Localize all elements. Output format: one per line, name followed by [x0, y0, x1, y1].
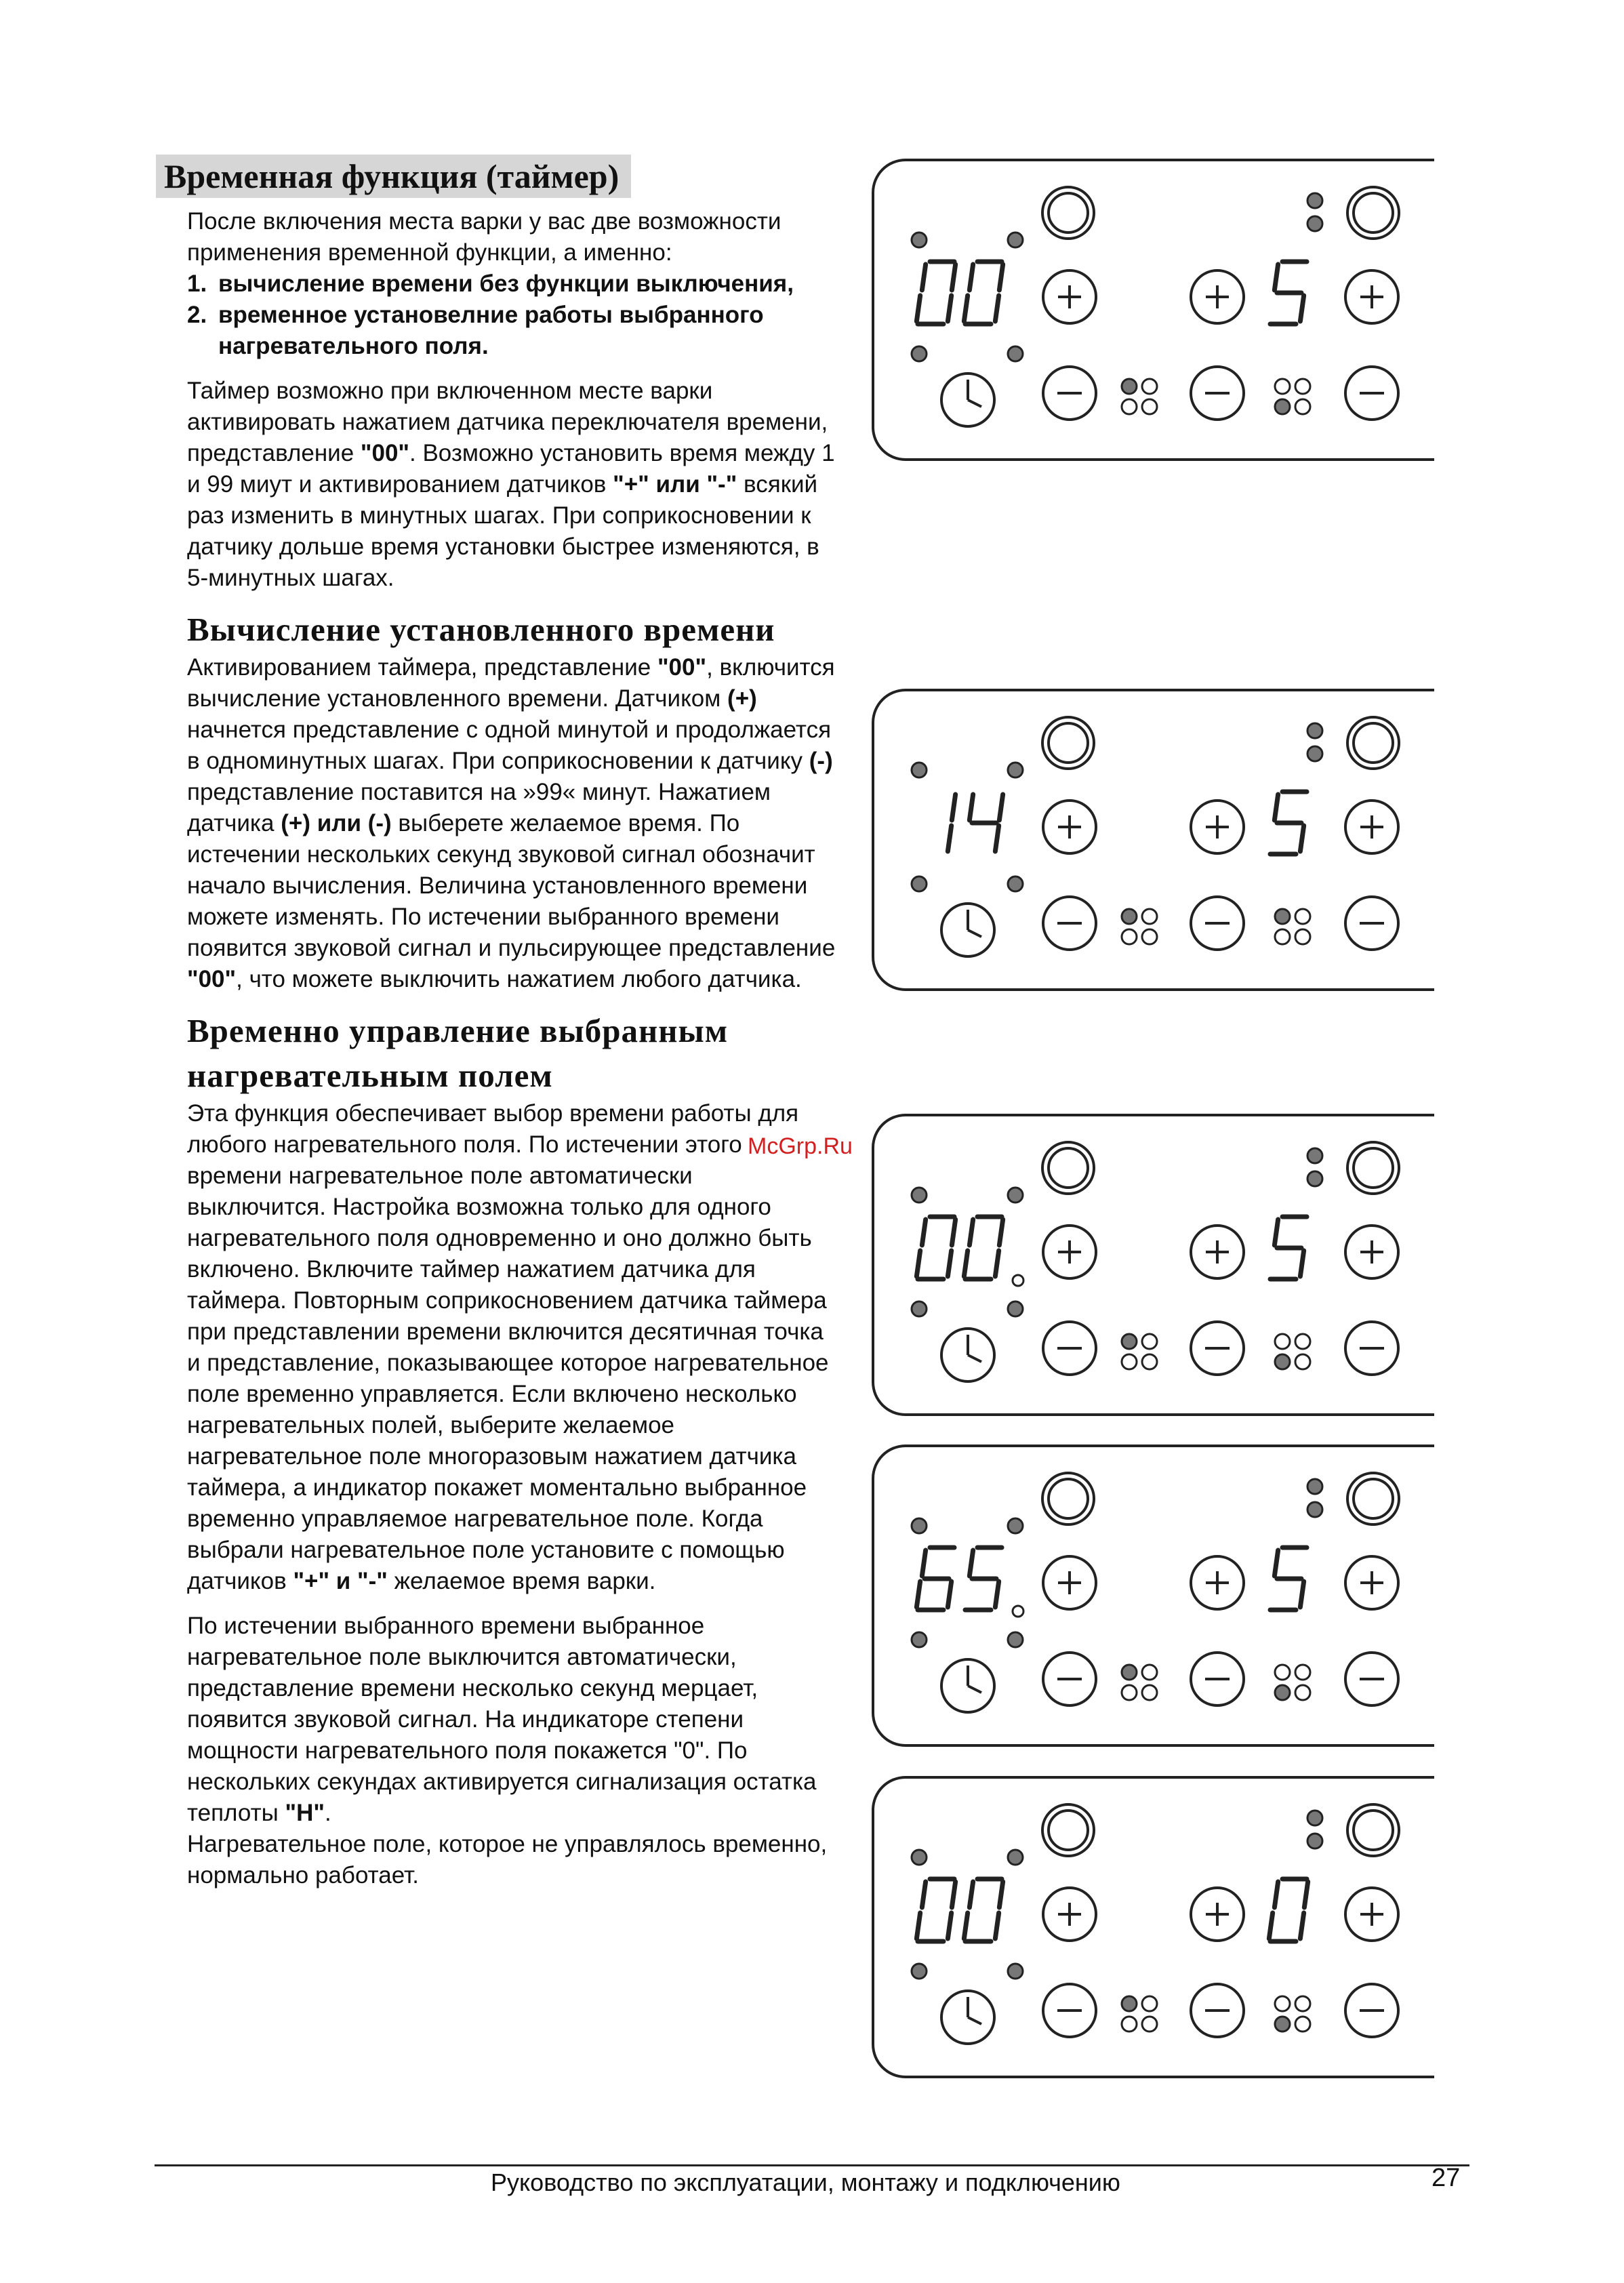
display-segment [948, 1581, 951, 1607]
display-segment [922, 1219, 925, 1245]
display-segment [969, 1882, 973, 1907]
clock-icon[interactable] [941, 373, 994, 426]
zone-map-dot [1275, 1665, 1290, 1680]
timer-led [912, 1850, 927, 1865]
zone-map-dot [1142, 399, 1157, 414]
zone-map-dot [1275, 1354, 1290, 1369]
zone-map-dot [1275, 909, 1290, 924]
display-segment [916, 1913, 920, 1939]
zone-map-dot [1295, 1665, 1310, 1680]
timer-led [1008, 876, 1023, 891]
control-panel [872, 1114, 1434, 1416]
option-item: 1. вычисление времени без функции выключения, [187, 270, 794, 297]
power-plus-button[interactable] [1345, 1556, 1398, 1609]
zone-map-dot [1122, 399, 1137, 414]
timer-led [912, 233, 927, 247]
display-segment [995, 1251, 998, 1276]
power-level-display [1270, 1548, 1307, 1610]
display-segment [1304, 1882, 1307, 1907]
status-dot [1307, 1502, 1322, 1517]
timer-led [912, 763, 927, 777]
control-panel [872, 159, 1434, 461]
timer-led [1008, 1632, 1023, 1647]
display-segment [948, 296, 951, 321]
control-panel [872, 1444, 1434, 1747]
power-plus-button[interactable] [1345, 1226, 1398, 1278]
display-segment [999, 1882, 1002, 1907]
zone-map-dot [1142, 909, 1157, 924]
timer-display [916, 1548, 1023, 1617]
display-segment [995, 826, 998, 851]
display-segment [969, 794, 973, 820]
power-key[interactable] [1347, 187, 1399, 239]
display-segment [916, 1251, 920, 1276]
text-column [156, 155, 834, 1891]
display-segment [995, 296, 998, 321]
other-zone-paragraph: Нагревательное поле, которое не управлялось временно, нормально работает. [187, 1831, 828, 1888]
status-dot [1307, 1479, 1322, 1494]
timer-led [912, 1964, 927, 1979]
display-segment [1274, 264, 1278, 290]
timer-led [1008, 1301, 1023, 1316]
zone-plus-button[interactable] [1191, 1888, 1244, 1941]
zone-map-dot [1142, 379, 1157, 394]
display-segment [1274, 794, 1278, 820]
power-key[interactable] [1042, 1804, 1094, 1856]
timer-led [1008, 763, 1023, 777]
page-number: 27 [1432, 2164, 1461, 2192]
section-heading: Временно управление выбранным нагревательным полем [187, 1012, 729, 1094]
status-dot [1307, 746, 1322, 761]
display-segment [952, 264, 955, 290]
zone-map-dot [1275, 1334, 1290, 1349]
zone-map-dot [1142, 929, 1157, 944]
option-item: 2. временное установелние работы выбранного нагревательного поля. [187, 302, 764, 359]
zone-map-dot [1275, 1996, 1290, 2011]
power-minus-button[interactable] [1345, 1653, 1398, 1705]
display-segment [1300, 296, 1303, 321]
display-segment [948, 826, 951, 851]
zone-map-dot [1122, 929, 1137, 944]
timer-led [1008, 346, 1023, 361]
zone-minus-button[interactable] [1191, 1322, 1244, 1375]
status-dot [1307, 1811, 1322, 1825]
clock-icon[interactable] [941, 1991, 994, 2044]
display-segment [969, 1550, 973, 1576]
zone-map-dot [1275, 379, 1290, 394]
zone-map-dot [1275, 2017, 1290, 2032]
zone-map-dot [1142, 1334, 1157, 1349]
power-plus-button[interactable] [1345, 801, 1398, 853]
power-minus-button[interactable] [1345, 897, 1398, 950]
timer-led [912, 1188, 927, 1203]
power-level-display [1270, 262, 1307, 324]
power-minus-button[interactable] [1345, 367, 1398, 420]
zone-map-dot [1122, 909, 1137, 924]
display-segment [999, 264, 1002, 290]
display-segment [922, 1550, 925, 1576]
display-segment [964, 296, 967, 321]
zone-minus-button[interactable] [1191, 897, 1244, 950]
display-segment [1274, 1882, 1278, 1907]
display-segment [1274, 1550, 1278, 1576]
zone-map-dot [1122, 1996, 1137, 2011]
zone-plus-button[interactable] [1191, 1226, 1244, 1278]
zone-map-dot [1275, 929, 1290, 944]
footer-text: Руководство по эксплуатации, монтажу и подключению [491, 2168, 1120, 2196]
display-segment [1300, 1913, 1303, 1939]
zone-map-dot [1295, 1334, 1310, 1349]
zone-plus-button[interactable] [1191, 801, 1244, 853]
timer-plus-button[interactable] [1043, 270, 1096, 323]
timer-led [912, 1301, 927, 1316]
timer-plus-button[interactable] [1043, 801, 1096, 853]
timer-led [1008, 1518, 1023, 1533]
display-segment [948, 1913, 951, 1939]
status-dot [1307, 216, 1322, 231]
display-segment [922, 264, 925, 290]
display-segment [999, 794, 1002, 820]
zone-map-dot [1122, 1685, 1137, 1700]
power-key[interactable] [1347, 717, 1399, 769]
power-plus-button[interactable] [1345, 270, 1398, 323]
display-segment [964, 1251, 967, 1276]
zone-map-dot [1142, 1354, 1157, 1369]
clock-icon[interactable] [941, 1659, 994, 1712]
power-minus-button[interactable] [1345, 1322, 1398, 1375]
zone-map-dot [1122, 1665, 1137, 1680]
zone-map-dot [1295, 1685, 1310, 1700]
display-segment [964, 1913, 967, 1939]
display-segment [952, 1882, 955, 1907]
timer-led [912, 346, 927, 361]
clock-icon[interactable] [941, 1329, 994, 1381]
countdown-paragraph: Активированием таймера, представление "00", включится вычисление установленного времени. Датчиком (+) начнется представление с одной минутой и продолжается в одноминутных шагах. При соприкосновении к датчику (-) представление поставится на »99« минут. Нажатием датчика (+) или (-) выберете желаемое время. По истечении нескольких секунд звуковой сигнал обозначит начало вычисления. Величина установленного времени можете изменять. По истечении выбранного времени появится звуковой сигнал и пульсирующее представление "00", что можете выключить нажатием любого датчика. [187, 654, 836, 992]
power-minus-button[interactable] [1345, 1984, 1398, 2037]
zone-map-dot [1122, 1354, 1137, 1369]
status-dot [1307, 1834, 1322, 1848]
power-key[interactable] [1042, 1142, 1094, 1194]
display-segment [1274, 1219, 1278, 1245]
zone-plus-button[interactable] [1191, 270, 1244, 323]
control-panel-drawing [872, 159, 1434, 461]
timer-led [912, 1518, 927, 1533]
options-list [187, 268, 838, 362]
power-level-display [1269, 1879, 1307, 1941]
status-dot [1307, 723, 1322, 738]
zone-map-dot [1295, 1996, 1310, 2011]
zone-timer-paragraph: Эта функция обеспечивает выбор времени работы для любого нагревательного поля. По истечении этого времени нагревательное поле автоматически выключится. Настройка возможна только для одного нагревательного поля одновременно и оно должно быть включено. Включите таймер нажатием датчика для таймера. Повторным соприкосновением датчика таймера при представлении времени включится десятичная точка и представление, показывающее которое нагревательное поле временно управляется. Если включено несколько нагревательных полей, выберите желаемое нагревательное поле многоразовым нажатием датчика таймера, а индикатор покажет моментально выбранное временно управляемое нагревательное поле. Когда выбрали нагревательное поле установите с помощью датчиков "+" и "-" желаемое время варки. [187, 1100, 829, 1594]
zone-map-dot [1275, 1685, 1290, 1700]
timer-led [1008, 1188, 1023, 1203]
zone-map-dot [1142, 1665, 1157, 1680]
zone-map-dot [1122, 1334, 1137, 1349]
timer-minus-button[interactable] [1043, 367, 1096, 420]
intro-text: После включения места варки у вас две возможности применения временной функции, а именно: [187, 208, 781, 266]
zone-map-dot [1295, 2017, 1310, 2032]
zone-map-dot [1142, 1685, 1157, 1700]
zone-map-dot [1275, 399, 1290, 414]
control-panel-drawing [872, 1114, 1434, 1416]
control-panel-drawing [872, 1776, 1434, 2078]
zone-map-dot [1122, 379, 1137, 394]
timer-minus-button[interactable] [1043, 897, 1096, 950]
display-segment [952, 794, 955, 820]
timer-plus-button[interactable] [1043, 1556, 1096, 1609]
timer-led [912, 876, 927, 891]
display-segment [922, 1882, 925, 1907]
section-heading: Вычисление установленного времени [187, 611, 775, 648]
zone-map-dot [1295, 929, 1310, 944]
timer-minus-button[interactable] [1043, 1984, 1096, 2037]
power-key[interactable] [1347, 1473, 1399, 1524]
power-key[interactable] [1347, 1142, 1399, 1194]
power-key[interactable] [1042, 1473, 1094, 1524]
power-key[interactable] [1347, 1804, 1399, 1856]
watermark: McGrp.Ru [748, 1133, 853, 1159]
zone-minus-button[interactable] [1191, 367, 1244, 420]
display-segment [995, 1581, 998, 1607]
timer-paragraph: Таймер возможно при включенном месте варки активировать нажатием датчика переключателя времени, представление "00". Возможно установить время между 1 и 99 миут и активированием датчиков "+" или "-" всякий раз изменить в минутных шагах. При соприкосновении к датчику дольше время установки быстрее изменяются, в 5-минутных шагах. [187, 378, 835, 591]
page-title: Временная функция (таймер) [156, 155, 631, 198]
display-segment [1300, 1251, 1303, 1276]
zone-map-dot [1295, 399, 1310, 414]
control-panel [872, 689, 1434, 991]
control-panel-drawing [872, 1444, 1434, 1747]
display-segment [969, 264, 973, 290]
timer-plus-button[interactable] [1043, 1888, 1096, 1941]
zone-map-dot [1122, 2017, 1137, 2032]
timer-display [916, 1217, 1023, 1286]
display-segment [952, 1219, 955, 1245]
timer-minus-button[interactable] [1043, 1322, 1096, 1375]
zone-map-dot [1295, 909, 1310, 924]
zone-map-dot [1295, 379, 1310, 394]
display-segment [948, 1251, 951, 1276]
timer-led [912, 1632, 927, 1647]
status-dot [1307, 1171, 1322, 1186]
timer-plus-button[interactable] [1043, 1226, 1096, 1278]
timer-led [1008, 1850, 1023, 1865]
display-segment [1300, 1581, 1303, 1607]
zone-timer-end-paragraph: По истечении выбранного времени выбранное нагревательное поле выключится автоматически, представление времени несколько секунд мерцает, появится звуковой сигнал. На индикаторе степени мощности нагревательного поля покажется "0". По нескольких секундах активируется сигнализация остатка теплоты "H". [187, 1613, 817, 1826]
display-segment [999, 1219, 1002, 1245]
power-key[interactable] [1042, 187, 1094, 239]
display-segment [1300, 826, 1303, 851]
display-segment [995, 1913, 998, 1939]
display-segment [916, 296, 920, 321]
footer-divider [155, 2164, 1469, 2166]
clock-icon[interactable] [941, 904, 994, 956]
zone-map-dot [1142, 1996, 1157, 2011]
power-key[interactable] [1042, 717, 1094, 769]
display-segment [969, 1219, 973, 1245]
timer-display [916, 1879, 1002, 1941]
zone-map-dot [1295, 1354, 1310, 1369]
display-segment [1269, 1913, 1272, 1939]
timer-display [916, 262, 1002, 324]
timer-display [948, 794, 1002, 851]
status-dot [1307, 193, 1322, 208]
power-plus-button[interactable] [1345, 1888, 1398, 1941]
timer-led [1008, 1964, 1023, 1979]
decimal-point [1013, 1275, 1023, 1286]
decimal-point [1013, 1606, 1023, 1617]
zone-minus-button[interactable] [1191, 1984, 1244, 2037]
zone-plus-button[interactable] [1191, 1556, 1244, 1609]
timer-minus-button[interactable] [1043, 1653, 1096, 1705]
status-dot [1307, 1148, 1322, 1163]
control-panel-drawing [872, 689, 1434, 991]
power-level-display [1270, 792, 1307, 854]
zone-map-dot [1142, 2017, 1157, 2032]
power-level-display [1270, 1217, 1307, 1279]
timer-led [1008, 233, 1023, 247]
zone-minus-button[interactable] [1191, 1653, 1244, 1705]
display-segment [916, 1581, 920, 1607]
control-panel [872, 1776, 1434, 2078]
